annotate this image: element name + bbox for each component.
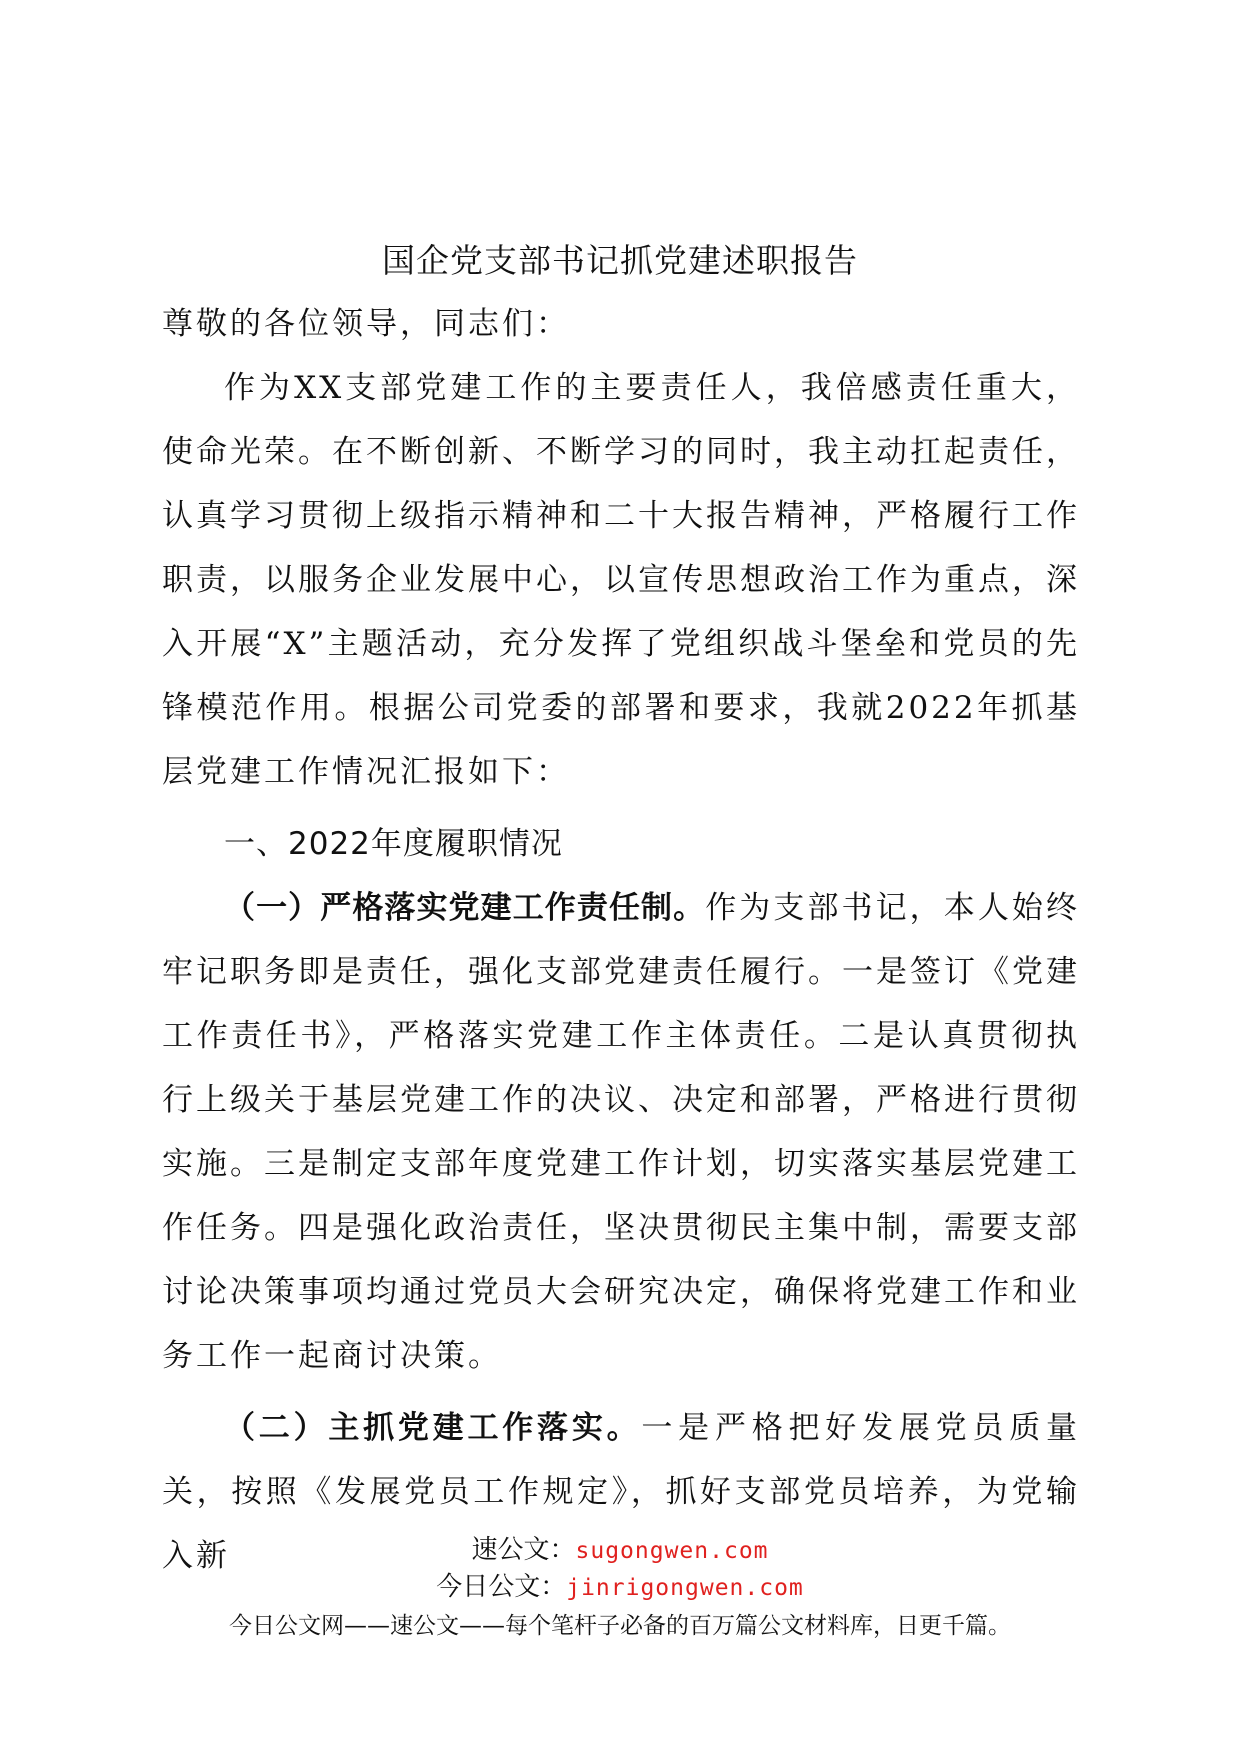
subsection-1-text: 作为支部书记，本人始终牢记职务即是责任，强化支部党建责任履行。一是签订《党建工作责任书》，严格落实党建工作主体责任。二是认真贯彻执行上级关于基层党建工作的决议、决定和部署，严格进行贯彻实施。三是制定支部年度党建工作计划，切实落实基层党建工作任务。四是强化政治责任，坚决贯彻民主集中制，需要支部讨论决策事项均通过党员大会研究决定，确保将党建工作和业务工作一起商讨决策。	[162, 890, 1081, 1374]
intro-paragraph: 作为XX支部党建工作的主要责任人，我倍感责任重大，使命光荣。在不断创新、不断学习的同时，我主动扛起责任，认真学习贯彻上级指示精神和二十大报告精神，严格履行工作职责，以服务企业发展中心，以宣传思想政治工作为重点，深入开展“X”主题活动，充分发挥了党组织战斗堡垒和党员的先锋模范作用。根据公司党委的部署和要求，我就2022年抓基层党建工作情况汇报如下：	[162, 370, 1080, 790]
footer-label-2: 今日公文：	[436, 1572, 567, 1602]
section-heading: 一、2022年度履职情况	[224, 826, 563, 862]
footer-line-sugongwen	[0, 1532, 1240, 1569]
salutation: 尊敬的各位领导，同志们：	[162, 306, 570, 342]
subsection-1	[162, 876, 1080, 1388]
watermark-footer	[0, 1532, 1240, 1644]
subsection-1-lead: （一）严格落实党建工作责任制。	[224, 890, 706, 926]
footer-tagline: 今日公文网——速公文——每个笔杆子必备的百万篇公文材料库，日更千篇。	[229, 1613, 1011, 1639]
footer-line-jinrigongwen	[0, 1569, 1240, 1606]
jinrigongwen-link[interactable]: jinrigongwen.com	[566, 1575, 804, 1601]
document-title: 国企党支部书记抓党建述职报告	[382, 241, 858, 280]
subsection-2-lead: （二）主抓党建工作落实。	[224, 1410, 642, 1446]
sugongwen-link[interactable]: sugongwen.com	[575, 1538, 769, 1564]
subsection-2-text: 一是严格把好发展党员质量关，按照《发展党员工作规定》，抓好支部党员培养，为党输入新	[162, 1410, 1080, 1574]
footer-label-1: 速公文：	[471, 1535, 576, 1565]
document-body	[162, 292, 1080, 1588]
